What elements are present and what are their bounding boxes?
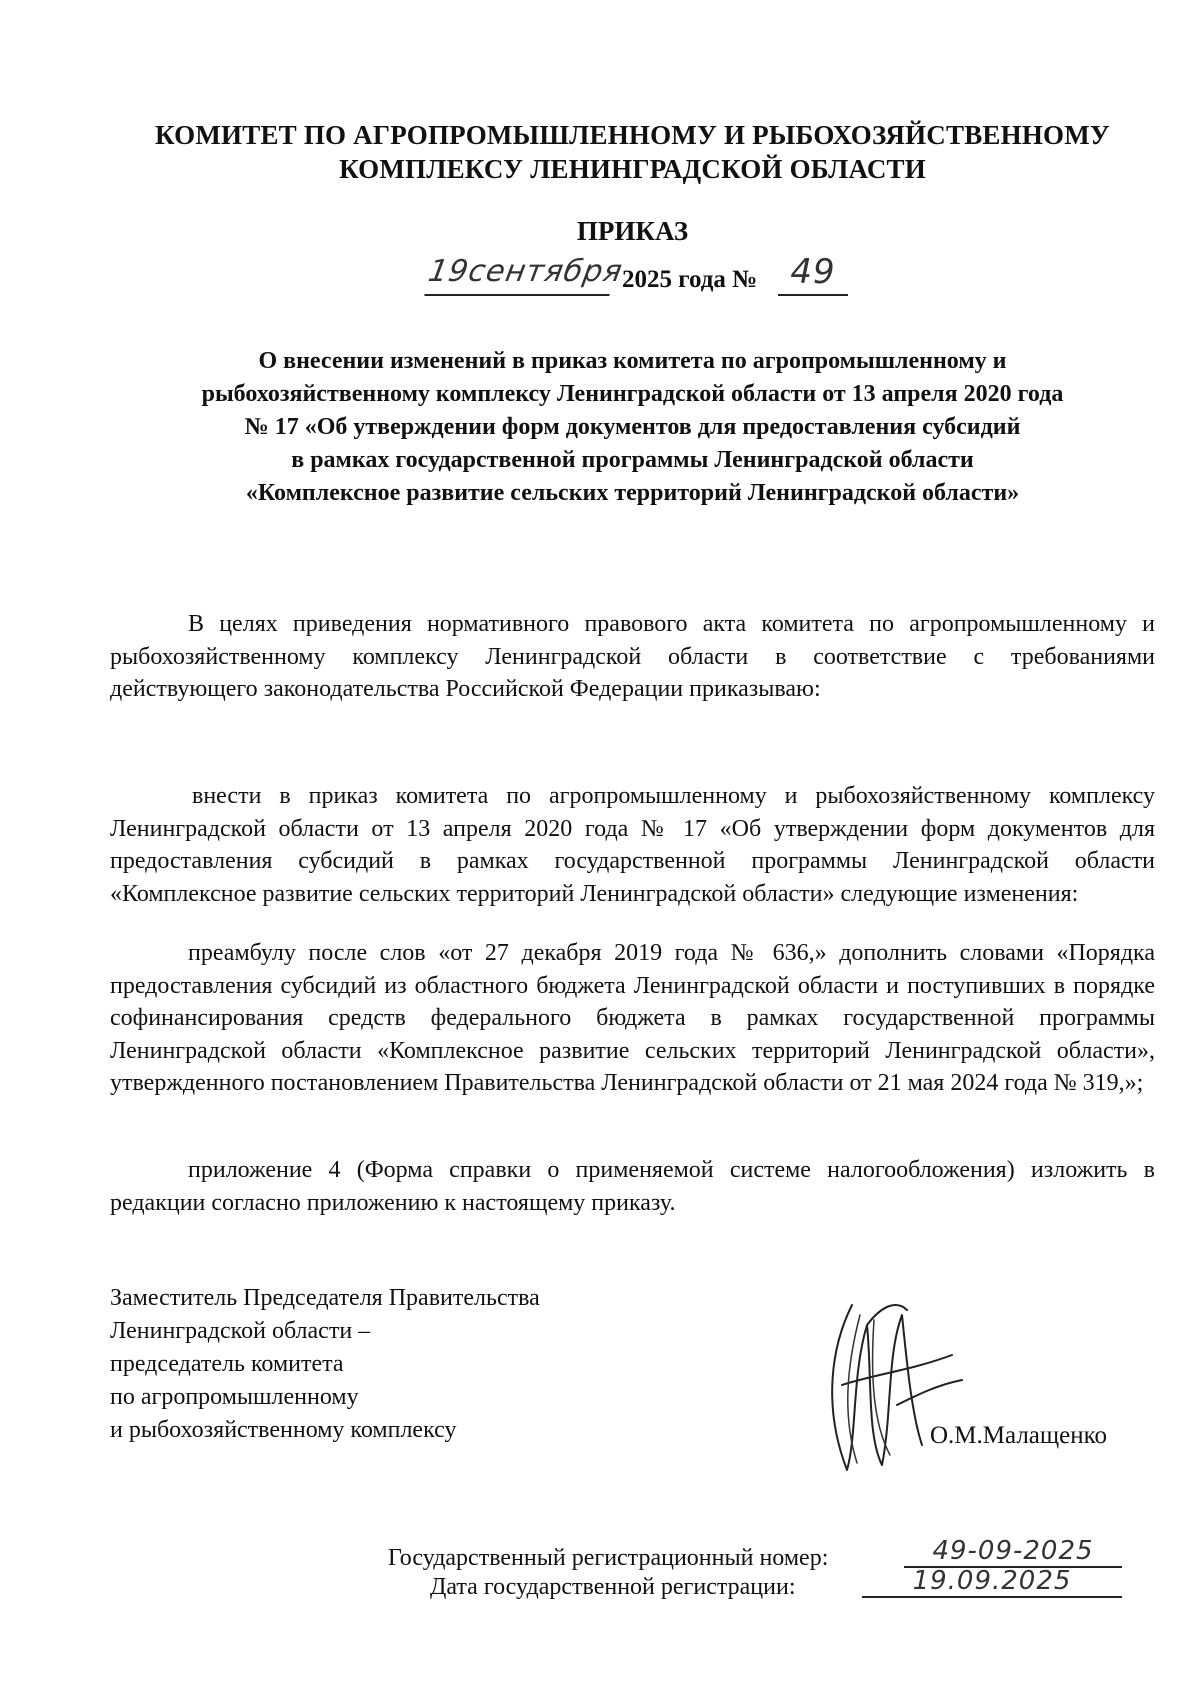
title-line: в рамках государственной программы Ленинградской области [291,447,974,473]
handwritten-date: 19сентября [424,254,616,296]
position-line: по агропромышленному [110,1384,359,1410]
position-line: и рыбохозяйственному комплексу [110,1417,457,1443]
document-type: ПРИКАЗ [576,216,689,246]
registration-number-label: Государственный регистрационный номер: [388,1545,829,1571]
registration-date-label: Дата государственной регистрации: [430,1574,796,1600]
title-line: О внесении изменений в приказ комитета по агропромышленному и [258,348,1007,374]
title-line: рыбохозяйственному комплексу Ленинградской области от 13 апреля 2020 года [201,381,1064,407]
document-header [110,118,1155,186]
change-1-paragraph: преамбулу после слов «от 27 декабря 2019 года № 636,» дополнить словами «Порядка предоставления субсидий из областного бюджета Ленинградской области и поступивших в порядке софинансирования средств федерального бюджета в рамках государственной программы Ленинградской области «Комплексное развитие сельских территорий Ленинградской области», утвержденного постановлением Правительства Ленинградской области от 21 мая 2024 года № 319,»; [110,940,1155,1096]
position-line: председатель комитета [110,1351,344,1377]
handwritten-signature-icon [812,1285,967,1480]
signer-position [110,1282,540,1447]
registration-date-value: 19.09.2025 [862,1566,1122,1598]
title-line: № 17 «Об утверждении форм документов для предоставления субсидий [244,414,1021,440]
handwritten-number: 49 [778,252,848,296]
header-line-1: КОМИТЕТ ПО АГРОПРОМЫШЛЕННОМУ И РЫБОХОЗЯЙСТВЕННОМУ [155,120,1110,150]
registration-number-value: 49-09-2025 [904,1536,1122,1568]
signer-name: О.М.Малащенко [930,1422,1108,1449]
date-year-text: 2025 года № [622,266,758,293]
position-line: Заместитель Председателя Правительства [110,1285,540,1311]
header-line-2: КОМПЛЕКСУ ЛЕНИНГРАДСКОЙ ОБЛАСТИ [339,154,926,184]
title-line: «Комплексное развитие сельских территорий Ленинградской области» [245,480,1020,506]
document-title [110,345,1155,510]
change-2-paragraph: приложение 4 (Форма справки о применяемой системе налогообложения) изложить в редакции согласно приложению к настоящему приказу. [110,1157,1155,1216]
order-paragraph: внести в приказ комитета по агропромышленному и рыбохозяйственному комплексу Ленинградской области от 13 апреля 2020 года № 17 «Об утверждении форм документов для предоставления субсидий в рамках государственной программы Ленинградской области «Комплексное развитие сельских территорий Ленинградской области» следующие изменения: [110,783,1155,907]
preamble-paragraph: В целях приведения нормативного правового акта комитета по агропромышленному и рыбохозяйственному комплексу Ленинградской области в соответствие с требованиями действующего законодательства Российской Федерации приказываю: [110,611,1155,702]
position-line: Ленинградской области – [110,1318,371,1344]
